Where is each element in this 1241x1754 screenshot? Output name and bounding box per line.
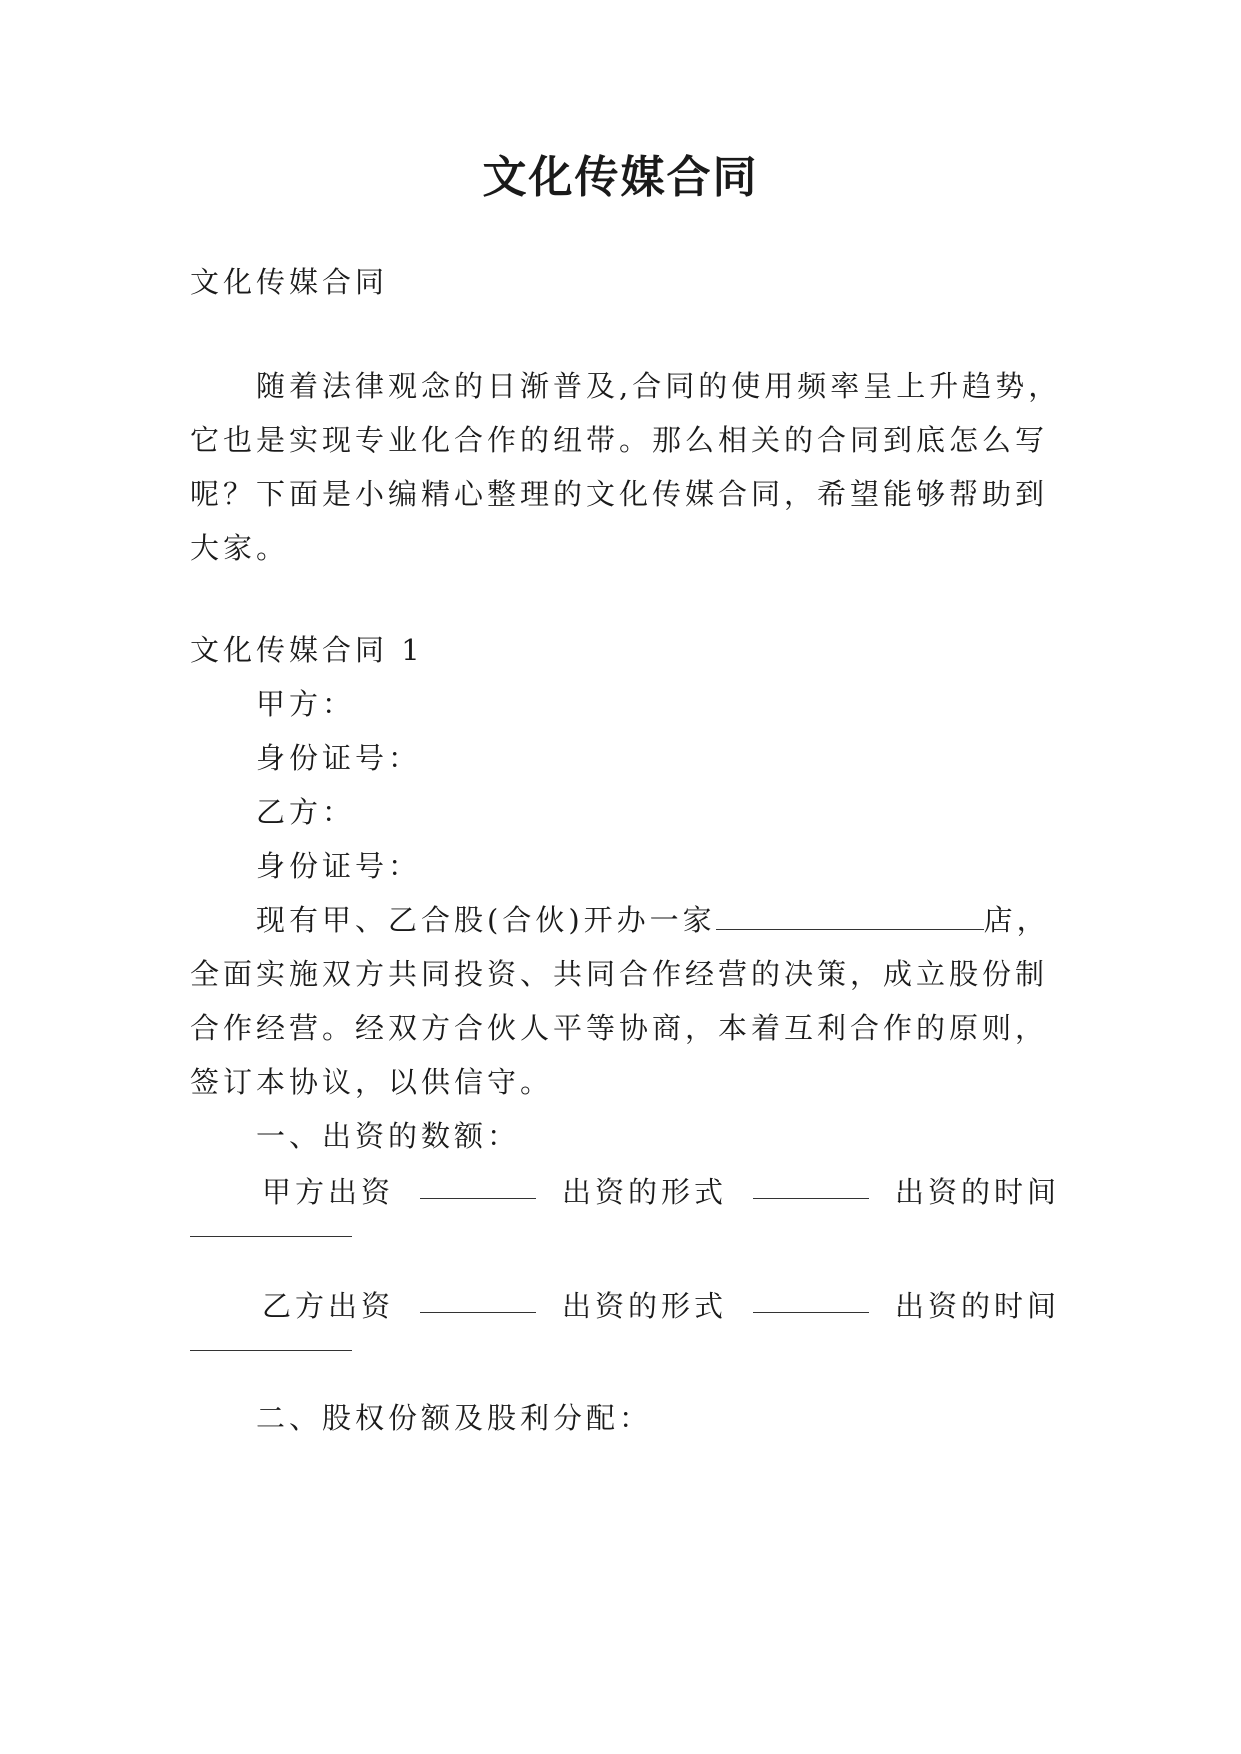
shop-name-blank bbox=[716, 903, 984, 930]
party-a-id-label: 身份证号： bbox=[256, 741, 422, 775]
document-subtitle: 文化传媒合同 bbox=[190, 265, 389, 299]
party-b-form-blank bbox=[753, 1286, 869, 1313]
intro-line-2: 它也是实现专业化合作的纽带。那么相关的合同到底怎么写 bbox=[190, 423, 1049, 457]
party-b-id-label: 身份证号： bbox=[256, 849, 422, 883]
clause-1-heading: 一、出资的数额： bbox=[256, 1119, 521, 1153]
party-a-time-label: 出资的时间 bbox=[894, 1175, 1060, 1209]
preamble-line-1 bbox=[256, 900, 1060, 940]
preamble-line-4: 签订本协议，以供信守。 bbox=[190, 1065, 554, 1099]
intro-line-3: 呢？下面是小编精心整理的文化传媒合同，希望能够帮助到 bbox=[190, 477, 1049, 511]
intro-line-4: 大家。 bbox=[190, 531, 290, 565]
preamble-line-2: 全面实施双方共同投资、共同合作经营的决策，成立股份制 bbox=[190, 957, 1049, 991]
party-a-form-blank bbox=[753, 1172, 869, 1199]
section-heading: 文化传媒合同 1 bbox=[190, 633, 424, 667]
party-b-invest-label: 乙方出资 bbox=[262, 1289, 395, 1323]
preamble-end: 店， bbox=[983, 903, 1050, 937]
party-b-time-blank bbox=[190, 1350, 352, 1351]
party-a-amount-blank bbox=[420, 1172, 536, 1199]
party-b-form-label: 出资的形式 bbox=[561, 1289, 727, 1323]
party-b-investment-row bbox=[262, 1286, 1060, 1326]
clause-2-heading: 二、股权份额及股利分配： bbox=[256, 1401, 653, 1435]
intro-line-1: 随着法律观念的日渐普及,合同的使用频率呈上升趋势， bbox=[256, 369, 1062, 403]
party-b-label: 乙方： bbox=[256, 795, 356, 829]
party-a-form-label: 出资的形式 bbox=[561, 1175, 727, 1209]
party-a-label: 甲方： bbox=[256, 687, 356, 721]
party-b-time-label: 出资的时间 bbox=[894, 1289, 1060, 1323]
preamble-start: 现有甲、乙合股(合伙)开办一家 bbox=[256, 903, 716, 937]
preamble-line-3: 合作经营。经双方合伙人平等协商，本着互利合作的原则， bbox=[190, 1011, 1049, 1045]
party-b-amount-blank bbox=[420, 1286, 536, 1313]
party-a-time-blank bbox=[190, 1236, 352, 1237]
party-a-invest-label: 甲方出资 bbox=[262, 1175, 395, 1209]
party-a-investment-row bbox=[262, 1172, 1060, 1212]
document-title: 文化传媒合同 bbox=[482, 152, 759, 203]
